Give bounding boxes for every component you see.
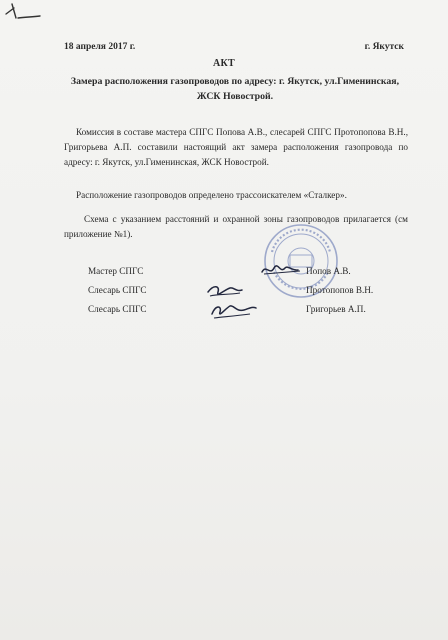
signer-name: Григорьев А.П. <box>306 304 366 314</box>
signer-role: Слесарь СПГС <box>88 285 147 295</box>
subtitle-line-1: Замера расположения газопроводов по адресу: г. Якутск, ул.Гименинская, <box>70 76 400 87</box>
handwritten-page-number <box>2 0 42 24</box>
document-subtitle <box>60 74 410 104</box>
paragraph-commission: Комиссия в составе мастера СПГС Попова А.В., слесарей СПГС Протопопова В.Н., Григорьева А.П. составили настоящий акт замера расположения газопровода по адресу: г. Якутск, ул.Гименинская, ЖСК Новострой. <box>64 127 408 167</box>
signer-role: Мастер СПГС <box>88 266 144 276</box>
paragraph-scheme: Схема с указанием расстояний и охранной зоны газопроводов прилагается (см приложение №1). <box>64 214 408 239</box>
signer-name: Попов А.В. <box>306 266 351 276</box>
document-date: 18 апреля 2017 г. <box>64 42 136 52</box>
document-title: АКТ <box>212 58 236 69</box>
paragraph-locator: Расположение газопроводов определено трассоискателем «Сталкер». <box>76 190 347 200</box>
handwritten-signatures <box>200 262 320 332</box>
subtitle-line-2: ЖСК Новострой. <box>196 91 274 102</box>
signer-name: Протопопов В.Н. <box>306 285 374 295</box>
signer-role: Слесарь СПГС <box>88 304 147 314</box>
document-city: г. Якутск <box>364 42 404 52</box>
